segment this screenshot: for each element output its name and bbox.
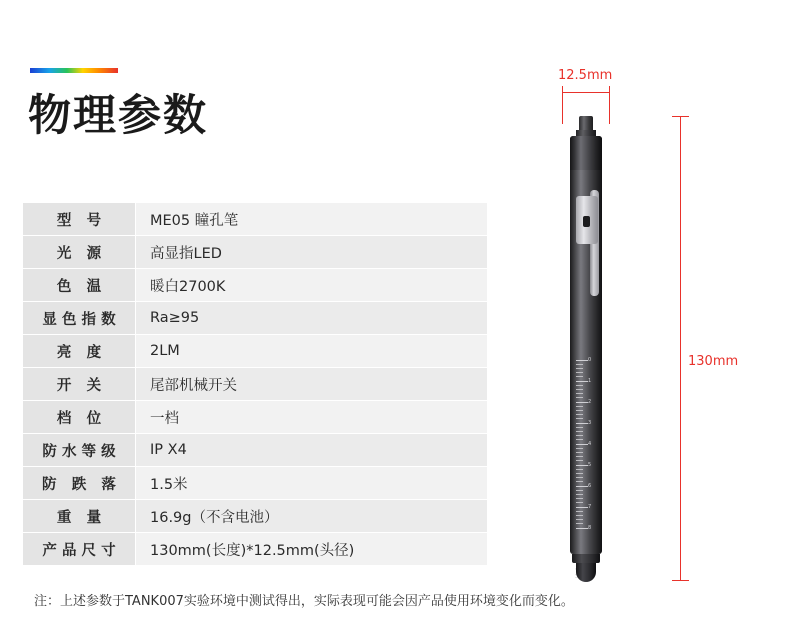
footnote: 注：上述参数于TANK007实验环境中测试得出，实际表现可能会因产品使用环境变化而变化。 [34,594,574,609]
spec-table-body [23,203,488,566]
spec-value: Ra≥95 [136,302,488,335]
spec-value: 一档 [136,401,488,434]
spec-value: 16.9g（不含电池） [136,500,488,533]
spec-label-text: 防 跌 落 [42,476,122,493]
scale-number: 1 [588,378,592,384]
spec-label [23,269,136,302]
scale-number: 8 [588,525,592,531]
spec-label-text: 光 源 [56,245,107,262]
spec-value: 1.5米 [136,467,488,500]
table-row [23,401,488,434]
spec-label [23,302,136,335]
pen-body-top-band [570,136,602,170]
table-row [23,236,488,269]
spec-label-text: 产品尺寸 [42,542,121,559]
table-row [23,335,488,368]
spec-label-text: 档 位 [56,410,107,427]
pen-light-tip [576,563,596,582]
table-row [23,302,488,335]
spec-label-text: 显色指数 [42,311,121,328]
pen-head-ring [572,554,600,563]
spec-label [23,236,136,269]
spec-label-text: 色 温 [56,278,107,295]
width-dimension-line [562,92,610,93]
product-dimension-diagram [520,56,770,596]
spec-label-text: 防水等级 [42,443,121,460]
spec-value: 暖白2700K [136,269,488,302]
spec-label [23,335,136,368]
spec-label [23,401,136,434]
scale-number: 3 [588,420,592,426]
spec-label [23,434,136,467]
spec-value: 尾部机械开关 [136,368,488,401]
scale-number: 4 [588,441,592,447]
scale-number: 6 [588,483,592,489]
spec-table [22,202,488,566]
spec-value: ME05 瞳孔笔 [136,203,488,236]
scale-number: 7 [588,504,592,510]
table-row [23,500,488,533]
scale-number: 2 [588,399,592,405]
spec-value: 130mm(长度)*12.5mm(头径) [136,533,488,566]
pen-clip-hole [583,216,590,227]
spec-label [23,368,136,401]
scale-number: 0 [588,357,592,363]
table-row [23,434,488,467]
height-dimension-line [680,116,681,580]
penlight-illustration [562,116,610,582]
spec-label [23,203,136,236]
spec-label [23,500,136,533]
page-title: 物理参数 [28,91,208,141]
accent-bar [30,68,118,73]
table-row [23,368,488,401]
height-dimension-label: 130mm [688,354,739,369]
spec-label-text: 重 量 [56,509,107,526]
spec-value: 2LM [136,335,488,368]
spec-label [23,533,136,566]
table-row [23,269,488,302]
spec-label [23,467,136,500]
spec-label-text: 亮 度 [56,344,107,361]
spec-label-text: 开 关 [56,377,107,394]
width-dimension-label: 12.5mm [558,68,613,83]
table-row [23,533,488,566]
pen-ruler-scale [576,357,596,536]
table-row [23,467,488,500]
pen-tail-switch [579,116,593,130]
spec-value: IP X4 [136,434,488,467]
spec-value: 高显指LED [136,236,488,269]
spec-label-text: 型 号 [56,212,107,229]
table-row [23,203,488,236]
scale-number: 5 [588,462,592,468]
height-dimension-tick-bottom [672,580,689,581]
